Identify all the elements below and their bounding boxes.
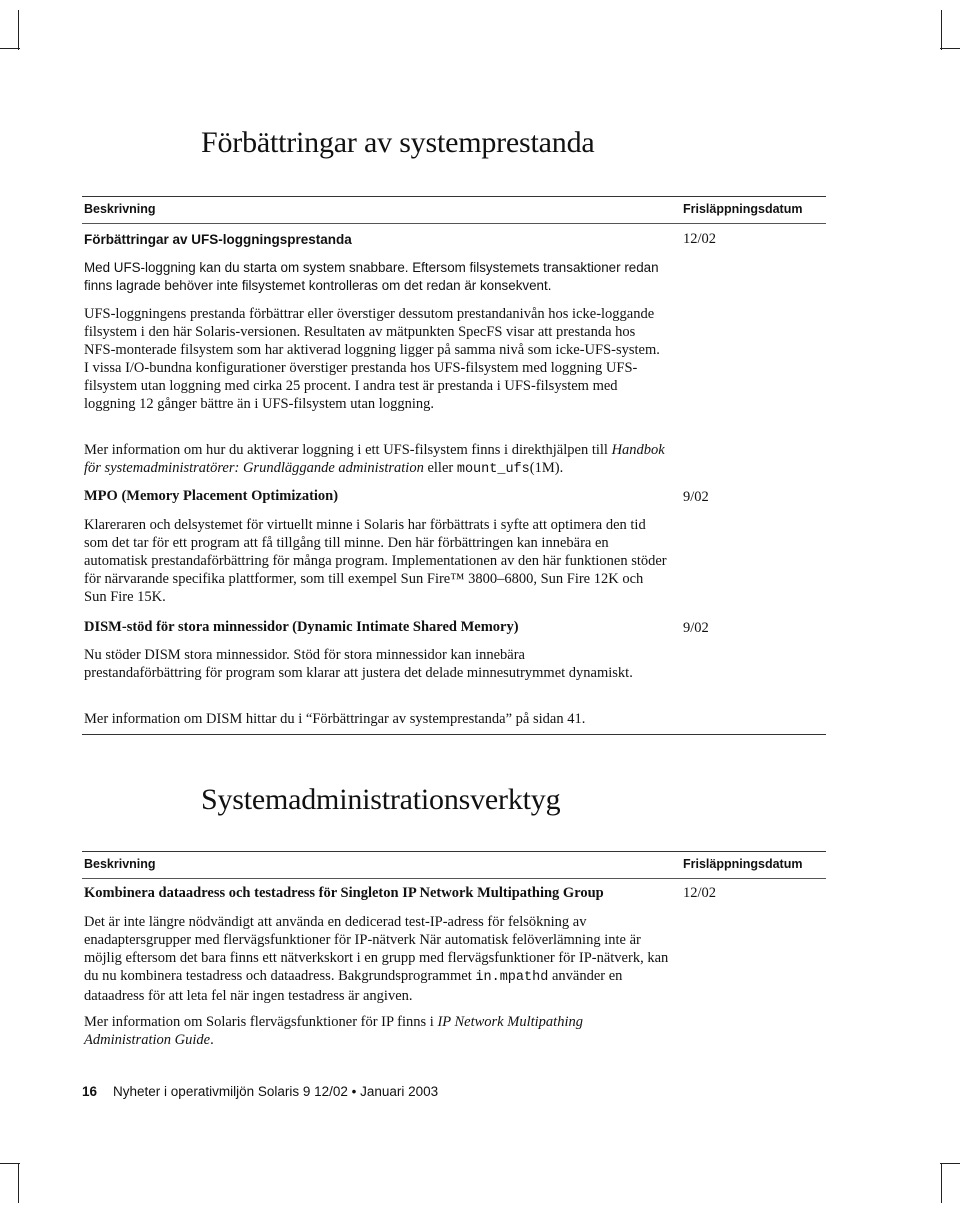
crop-mark	[941, 10, 942, 50]
more-info-text: Mer information om Solaris flervägsfunktioner för IP finns i	[84, 1014, 438, 1030]
column-header-date: Frisläppningsdatum	[683, 857, 803, 871]
entry-date: 12/02	[683, 885, 717, 901]
book-title-link[interactable]: IP Network Multipathing Administration Guide	[84, 1014, 583, 1048]
table-bottom-rule	[82, 734, 826, 735]
page-footer	[82, 1084, 438, 1099]
entry-date: 12/02	[683, 231, 717, 247]
table-header-rule	[82, 878, 826, 879]
more-info-text: .	[210, 1032, 214, 1048]
paragraph-text: använder en dataadress för att leta fel när ingen testadress är angiven.	[84, 968, 623, 1004]
book-title-link[interactable]: Handbok för systemadministratörer: Grundläggande administration	[84, 442, 665, 476]
column-header-description: Beskrivning	[84, 202, 156, 216]
entry-more-info	[84, 1013, 649, 1049]
entry-more-info	[84, 441, 684, 479]
entry-paragraph: Nu stöder DISM stora minnessidor. Stöd för stora minnessidor kan innebära prestandaförbättring för program som klarar att justera det delade minnesutrymmet dynamiskt.	[84, 647, 633, 681]
section-title: Förbättringar av systemprestanda	[201, 126, 595, 159]
crop-mark	[0, 48, 20, 49]
footer-text: Nyheter i operativmiljön Solaris 9 12/02 • Januari 2003	[113, 1084, 439, 1099]
entry-paragraph: Klareraren och delsystemet för virtuellt minne i Solaris har förbättrats i syfte att optimera den tid som det tar för ett program att få tillgång till minne. Den här förbättringen kan innebära en automatisk prestandaförbättring för många program. Implementationen av den här funktionen stöder för närvarande specifika plattformer, som till exempel Sun Fire™ 3800–6800, Sun Fire 12K och Sun Fire 15K.	[84, 517, 667, 605]
more-info-text: eller	[423, 460, 457, 476]
entry-date: 9/02	[683, 489, 709, 505]
entry-paragraph: Med UFS-loggning kan du starta om system snabbare. Eftersom filsystemets transaktioner redan finns lagrade behöver inte filsystemet kontrolleras om det redan är konsekvent.	[84, 260, 659, 293]
entry-paragraph: UFS-loggningens prestanda förbättrar eller överstiger dessutom prestandanivån hos icke-loggande filsystem i den här Solaris-versionen. Resultaten av mätpunkten SpecFS visar att prestanda hos NFS-monterade filsystem som har aktiverad loggning ligger på samma nivå som icke-UFS-system. I vissa I/O-bundna konfigurationer överstiger prestanda hos UFS-filsystem med loggning UFS-filsystem utan loggning med cirka 25 procent. I andra test är prestanda i UFS-filsystem med loggning 12 gånger bättre än i UFS-filsystem utan loggning.	[84, 306, 660, 412]
command-name: in.mpathd	[475, 970, 549, 985]
entry-paragraph	[84, 913, 669, 1005]
crop-mark	[941, 1163, 942, 1203]
crop-mark	[0, 1163, 20, 1164]
entry-title: MPO (Memory Placement Optimization)	[84, 488, 339, 504]
table-header-rule	[82, 223, 826, 224]
more-info-text: Mer information om hur du aktiverar loggning i ett UFS-filsystem finns i direkthjälpen till	[84, 442, 612, 458]
crop-mark	[940, 48, 960, 49]
paragraph-text: Det är inte längre nödvändigt att använda en dedicerad test-IP-adress för felsökning av enadaptersgrupper med flervägsfunktioner för IP-nätverk När automatisk felöverlämning inte är möjlig eftersom det bara finns ett nätverkskort i en grupp med flervägsfunktioner för IP-nätverk, kan du nu kombinera testadress och dataadress. Bakgrundsprogrammet	[84, 914, 669, 984]
column-header-date: Frisläppningsdatum	[683, 202, 803, 216]
entry-date: 9/02	[683, 620, 709, 636]
column-header-description: Beskrivning	[84, 857, 156, 871]
entry-title: DISM-stöd för stora minnessidor (Dynamic Intimate Shared Memory)	[84, 619, 519, 635]
crop-mark	[18, 1163, 19, 1203]
entry-title: Kombinera dataadress och testadress för Singleton IP Network Multipathing Group	[84, 885, 604, 901]
entry-title: Förbättringar av UFS-loggningsprestanda	[84, 232, 352, 247]
crop-mark	[18, 10, 19, 50]
table-top-rule	[82, 851, 826, 852]
entry-cross-reference[interactable]: Mer information om DISM hittar du i “Förbättringar av systemprestanda” på sidan 41.	[84, 711, 586, 727]
command-name: mount_ufs	[456, 462, 530, 477]
table-top-rule	[82, 196, 826, 197]
page-number: 16	[82, 1084, 98, 1099]
more-info-text: (1M).	[529, 460, 564, 476]
section-title: Systemadministrationsverktyg	[201, 783, 561, 816]
crop-mark	[940, 1163, 960, 1164]
